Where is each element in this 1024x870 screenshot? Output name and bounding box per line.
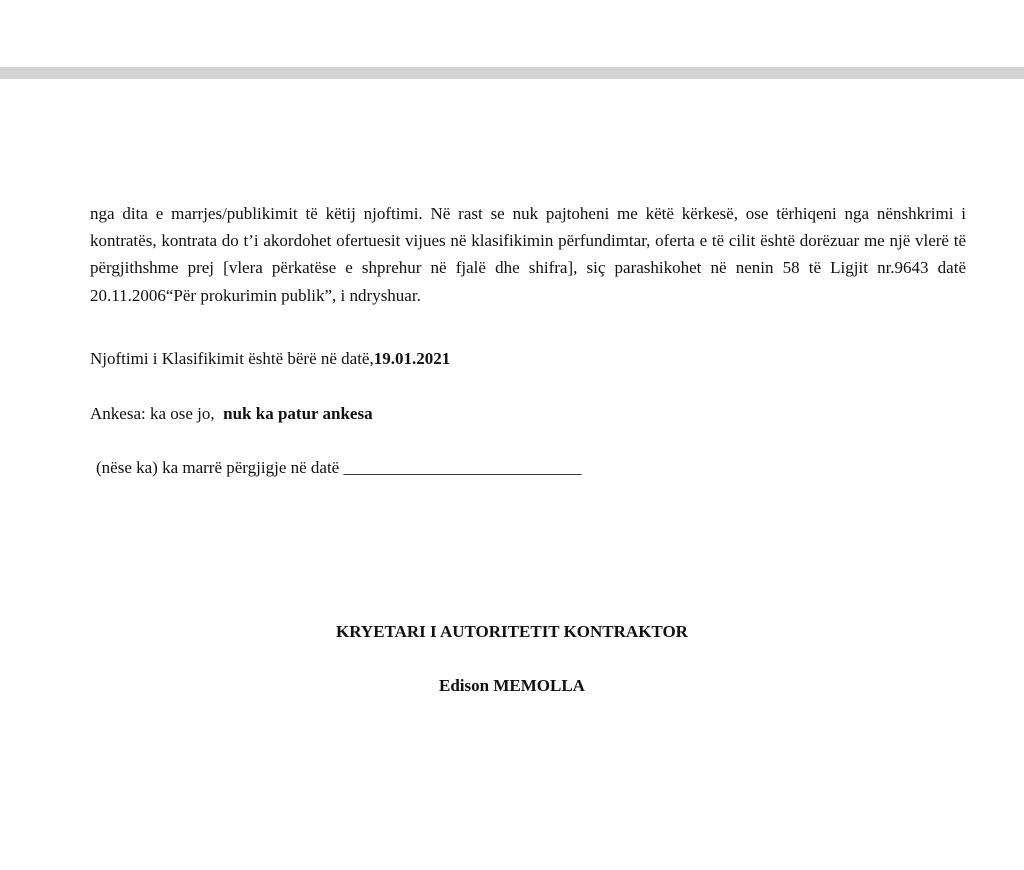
classification-label: Njoftimi i Klasifikimit është bërë në datë, — [90, 349, 374, 368]
complaint-label: Ankesa: ka ose jo, — [90, 404, 215, 423]
body-paragraph: nga dita e marrjes/publikimit të këtij njoftimi. Në rast se nuk pajtoheni me këtë kërkesë, ose tërhiqeni nga nënshkrimi i kontratës, kontrata do t’i akordohet ofertuesit vijues në klasifikimin përfundimtar, oferta e të cilit është dorëzuar me një vlerë të përgjithshme prej [vlera përkatëse e shprehur në fjalë dhe shifra], siç parashikohet në nenin 58 të Ligjit nr.9643 datë 20.11.2006“Për prokurimin publik”, i ndryshuar. — [90, 204, 966, 305]
document-page — [0, 79, 1024, 870]
complaint-value: nuk ka patur ankesa — [223, 404, 373, 423]
response-line — [96, 457, 581, 479]
signatory-title: KRYETARI I AUTORITETIT KONTRAKTOR — [336, 622, 688, 641]
viewer-top-bar — [0, 67, 1024, 79]
classification-date: 19.01.2021 — [373, 349, 451, 368]
classification-line — [90, 348, 450, 370]
response-blank: ____________________________ — [343, 458, 582, 477]
complaint-line — [90, 403, 373, 425]
response-label: (nëse ka) ka marrë përgjigje në datë — [96, 458, 340, 477]
signatory-name: Edison MEMOLLA — [439, 676, 585, 695]
